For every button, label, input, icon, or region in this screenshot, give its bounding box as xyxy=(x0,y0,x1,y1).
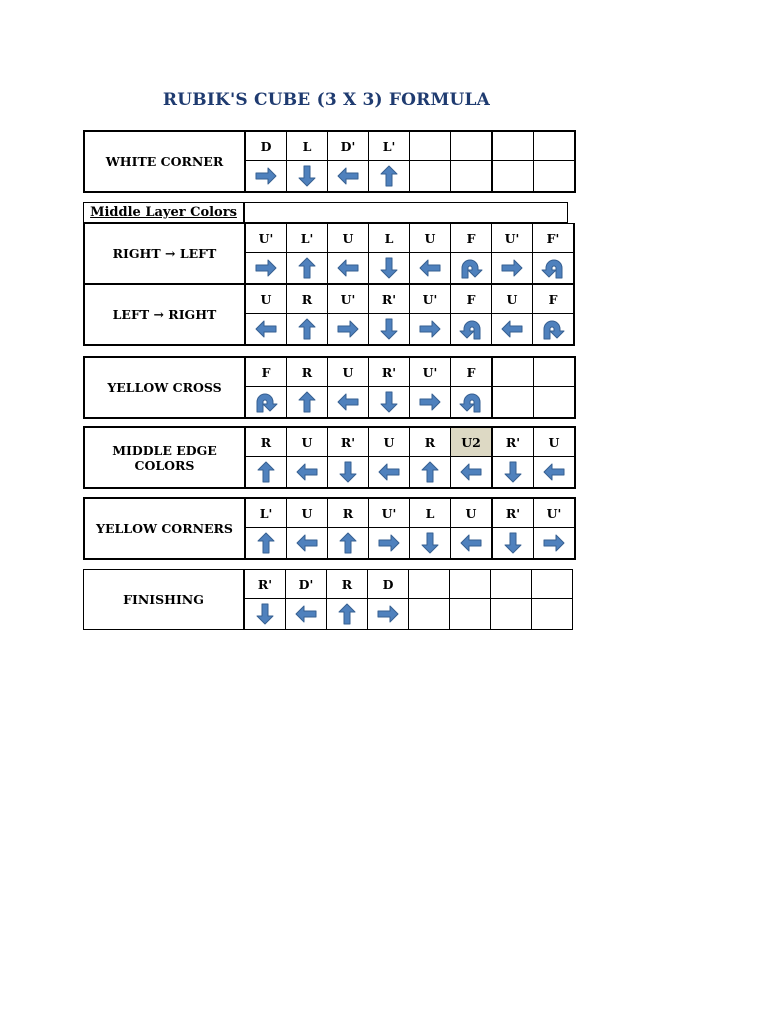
move-cell: L xyxy=(369,224,410,253)
down-arrow-icon xyxy=(376,390,402,414)
move-cell-highlighted: U2 xyxy=(451,427,493,457)
move-cell: D' xyxy=(328,131,369,161)
move-cell: U xyxy=(492,284,533,314)
arrow-cell xyxy=(492,528,534,560)
section-header xyxy=(84,203,245,223)
arrow-cell xyxy=(492,457,534,489)
section-finishing xyxy=(83,569,568,630)
curve-left-arrow-icon xyxy=(458,390,484,414)
left-arrow-icon xyxy=(335,256,361,280)
move-cell: U' xyxy=(410,357,451,387)
arrow-cell xyxy=(286,599,327,630)
up-arrow-icon xyxy=(417,460,443,484)
move-cell xyxy=(450,570,491,599)
arrow-cell xyxy=(534,161,576,193)
arrow-cell xyxy=(328,387,369,419)
page-title: RUBIK'S CUBE (3 X 3) FORMULA xyxy=(162,90,491,110)
move-cell: U xyxy=(534,427,576,457)
move-cell: R xyxy=(328,498,369,528)
right-arrow-icon xyxy=(253,256,279,280)
left-arrow-icon xyxy=(458,460,484,484)
arrow-cell xyxy=(451,253,492,285)
row-label: LEFT → RIGHT xyxy=(84,284,245,345)
move-cell: L' xyxy=(287,224,328,253)
arrow-cell xyxy=(369,314,410,346)
move-cell: D xyxy=(368,570,409,599)
right-arrow-icon xyxy=(375,602,401,626)
right-arrow-icon xyxy=(417,317,443,341)
right-arrow-icon xyxy=(253,164,279,188)
down-arrow-icon xyxy=(500,531,526,555)
left-arrow-icon xyxy=(253,317,279,341)
arrow-cell xyxy=(245,253,287,285)
move-cell: U' xyxy=(534,498,576,528)
arrow-cell xyxy=(327,599,368,630)
move-cell: L xyxy=(287,131,328,161)
arrow-cell xyxy=(491,599,532,630)
move-cell: U xyxy=(328,357,369,387)
row-label: RIGHT → LEFT xyxy=(84,224,245,285)
formula-table xyxy=(83,202,568,223)
up-arrow-icon xyxy=(253,460,279,484)
move-cell: U xyxy=(328,224,369,253)
section-header-text: Middle Layer Colors xyxy=(90,205,237,220)
arrow-cell xyxy=(410,387,451,419)
move-cell: L' xyxy=(245,498,287,528)
move-cell: F xyxy=(533,284,575,314)
up-arrow-icon xyxy=(334,602,360,626)
move-cell: R' xyxy=(244,570,286,599)
move-cell: U' xyxy=(245,224,287,253)
arrow-cell xyxy=(534,528,576,560)
arrow-cell xyxy=(287,253,328,285)
move-cell xyxy=(532,570,573,599)
down-arrow-icon xyxy=(376,256,402,280)
arrow-cell xyxy=(328,253,369,285)
arrow-cell xyxy=(409,599,450,630)
arrow-cell xyxy=(287,161,328,193)
down-arrow-icon xyxy=(294,164,320,188)
up-arrow-icon xyxy=(376,164,402,188)
move-cell xyxy=(534,357,576,387)
arrow-cell xyxy=(287,457,328,489)
arrow-cell xyxy=(369,387,410,419)
move-cell: F xyxy=(451,284,492,314)
arrow-cell xyxy=(369,528,410,560)
move-cell: U' xyxy=(369,498,410,528)
section-yellow-cross xyxy=(83,356,568,419)
arrow-cell xyxy=(410,457,451,489)
arrow-cell xyxy=(245,314,287,346)
curve-right-arrow-icon xyxy=(253,390,279,414)
up-arrow-icon xyxy=(294,390,320,414)
arrow-cell xyxy=(328,161,369,193)
section-middle-layer xyxy=(83,202,568,346)
move-cell: U xyxy=(410,224,451,253)
move-cell: D' xyxy=(286,570,327,599)
right-arrow-icon xyxy=(376,531,402,555)
left-arrow-icon xyxy=(293,602,319,626)
down-arrow-icon xyxy=(335,460,361,484)
arrow-cell xyxy=(450,599,491,630)
move-cell: R xyxy=(287,357,328,387)
move-cell: U xyxy=(245,284,287,314)
move-cell: F xyxy=(451,357,493,387)
arrow-cell xyxy=(451,314,492,346)
move-cell xyxy=(451,131,493,161)
arrow-cell xyxy=(534,387,576,419)
arrow-cell xyxy=(410,528,451,560)
left-arrow-icon xyxy=(294,531,320,555)
arrow-cell xyxy=(245,457,287,489)
arrow-cell xyxy=(492,161,534,193)
left-arrow-icon xyxy=(458,531,484,555)
move-cell: D xyxy=(245,131,287,161)
move-cell: R xyxy=(287,284,328,314)
move-cell: U' xyxy=(328,284,369,314)
move-cell: R' xyxy=(369,357,410,387)
down-arrow-icon xyxy=(252,602,278,626)
arrow-cell xyxy=(287,387,328,419)
move-cell: F xyxy=(245,357,287,387)
section-middle-edge-colors xyxy=(83,426,568,489)
up-arrow-icon xyxy=(253,531,279,555)
arrow-cell xyxy=(368,599,409,630)
formula-table xyxy=(83,569,573,630)
arrow-cell xyxy=(492,314,533,346)
left-arrow-icon xyxy=(417,256,443,280)
row-label: YELLOW CORNERS xyxy=(84,498,245,559)
move-cell: R xyxy=(245,427,287,457)
row-label: YELLOW CROSS xyxy=(84,357,245,418)
row-label: FINISHING xyxy=(84,570,245,630)
move-cell: R xyxy=(410,427,451,457)
arrow-cell xyxy=(287,314,328,346)
move-cell: U' xyxy=(492,224,533,253)
move-cell xyxy=(534,131,576,161)
arrow-cell xyxy=(287,528,328,560)
arrow-cell xyxy=(492,253,533,285)
arrow-cell xyxy=(244,599,286,630)
move-cell: R' xyxy=(492,427,534,457)
up-arrow-icon xyxy=(294,256,320,280)
left-arrow-icon xyxy=(335,164,361,188)
down-arrow-icon xyxy=(417,531,443,555)
arrow-cell xyxy=(451,528,493,560)
arrow-cell xyxy=(369,161,410,193)
arrow-cell xyxy=(451,161,493,193)
formula-table xyxy=(83,356,576,419)
right-arrow-icon xyxy=(541,531,567,555)
move-cell xyxy=(492,131,534,161)
move-cell: R' xyxy=(369,284,410,314)
move-cell: F xyxy=(451,224,492,253)
left-arrow-icon xyxy=(376,460,402,484)
move-cell: L' xyxy=(369,131,410,161)
arrow-cell xyxy=(410,253,451,285)
arrow-cell xyxy=(492,387,534,419)
right-arrow-icon xyxy=(417,390,443,414)
up-arrow-icon xyxy=(294,317,320,341)
arrow-cell xyxy=(245,387,287,419)
arrow-cell xyxy=(328,528,369,560)
arrow-cell xyxy=(451,457,493,489)
move-cell: F' xyxy=(533,224,575,253)
left-arrow-icon xyxy=(499,317,525,341)
up-arrow-icon xyxy=(335,531,361,555)
arrow-cell xyxy=(328,314,369,346)
arrow-cell xyxy=(532,599,573,630)
arrow-cell xyxy=(533,314,575,346)
down-arrow-icon xyxy=(376,317,402,341)
curve-right-arrow-icon xyxy=(458,256,484,280)
right-arrow-icon xyxy=(499,256,525,280)
formula-table xyxy=(83,130,576,193)
arrow-cell xyxy=(534,457,576,489)
move-cell: R' xyxy=(492,498,534,528)
move-cell xyxy=(410,131,451,161)
move-cell: U xyxy=(369,427,410,457)
arrow-cell xyxy=(451,387,493,419)
formula-table xyxy=(83,426,576,489)
formula-table xyxy=(83,223,575,346)
row-label: WHITE CORNER xyxy=(84,131,245,192)
arrow-cell xyxy=(369,253,410,285)
arrow-cell xyxy=(328,457,369,489)
arrow-cell xyxy=(410,161,451,193)
curve-right-arrow-icon xyxy=(540,317,566,341)
move-cell xyxy=(492,357,534,387)
move-cell: R' xyxy=(328,427,369,457)
move-cell: U xyxy=(451,498,493,528)
move-cell: R xyxy=(327,570,368,599)
arrow-cell xyxy=(533,253,575,285)
section-yellow-corners xyxy=(83,497,568,560)
left-arrow-icon xyxy=(294,460,320,484)
arrow-cell xyxy=(245,161,287,193)
move-cell: U' xyxy=(410,284,451,314)
down-arrow-icon xyxy=(500,460,526,484)
move-cell: U xyxy=(287,498,328,528)
curve-left-arrow-icon xyxy=(540,256,566,280)
move-cell xyxy=(409,570,450,599)
arrow-cell xyxy=(369,457,410,489)
arrow-cell xyxy=(245,528,287,560)
move-cell: L xyxy=(410,498,451,528)
arrow-cell xyxy=(410,314,451,346)
left-arrow-icon xyxy=(541,460,567,484)
curve-left-arrow-icon xyxy=(458,317,484,341)
left-arrow-icon xyxy=(335,390,361,414)
row-label: MIDDLE EDGE COLORS xyxy=(84,427,245,488)
formula-table xyxy=(83,497,576,560)
move-cell xyxy=(491,570,532,599)
section-white-corner xyxy=(83,130,568,193)
move-cell: U xyxy=(287,427,328,457)
header-blank-cell xyxy=(244,203,568,223)
right-arrow-icon xyxy=(335,317,361,341)
